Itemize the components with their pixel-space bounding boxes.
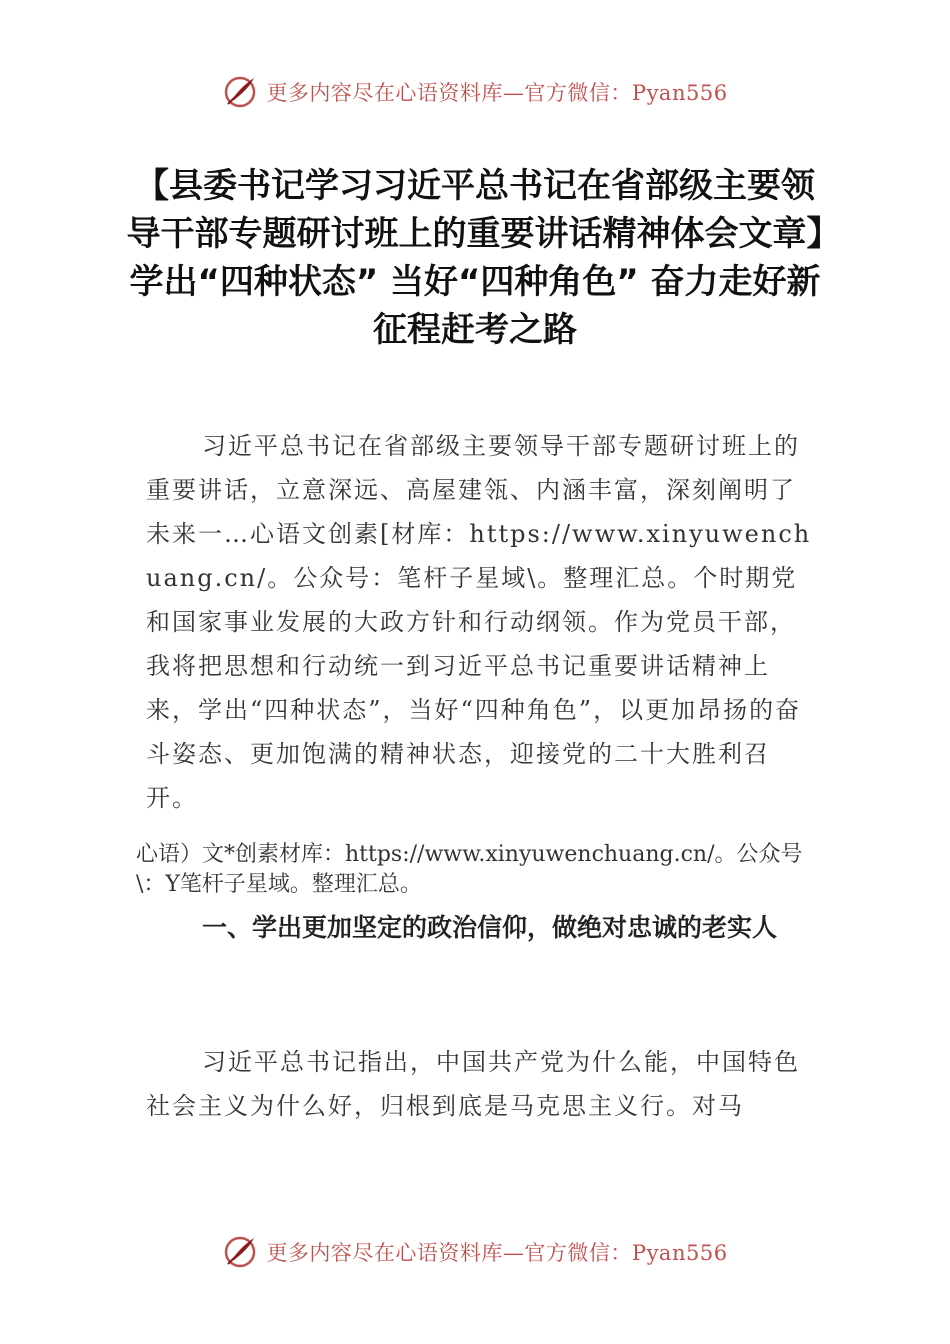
header-banner	[0, 72, 950, 112]
document-title: 【县委书记学习习近平总书记在省部级主要领导干部专题研讨班上的重要讲话精神体会文章】学出“四种状态” 当好“四种角色” 奋力走好新征程赶考之路	[126, 166, 824, 350]
feather-pen-logo-icon	[222, 1234, 258, 1270]
banner-text: 更多内容尽在心语资料库—官方微信：Pyan556	[266, 81, 728, 105]
footer-banner	[0, 1232, 950, 1272]
feather-pen-logo-icon	[222, 74, 258, 110]
intro-paragraph: 习近平总书记在省部级主要领导干部专题研讨班上的重要讲话，立意深远、高屋建瓴、内涵丰富，深刻阐明了未来一…心语文创素[材库：https://www.xinyuwenchuang.cn/。公众号：笔杆子星域\。整理汇总。个时期党和国家事业发展的大政方针和行动纲领。作为党员干部，我将把思想和行动统一到习近平总书记重要讲话精神上来，学出“四种状态”，当好“四种角色”，以更加昂扬的奋斗姿态、更加饱满的精神状态，迎接党的二十大胜利召开。	[146, 432, 812, 812]
section-heading: 一、学出更加坚定的政治信仰，做绝对忠诚的老实人	[202, 913, 778, 942]
banner-text: 更多内容尽在心语资料库—官方微信：Pyan556	[266, 1241, 728, 1265]
source-note: 心语）文*创素材库：https://www.xinyuwenchuang.cn/。公众号\：Y笔杆子星域。整理汇总。	[136, 842, 803, 897]
section-paragraph: 习近平总书记指出，中国共产党为什么能，中国特色社会主义为什么好，归根到底是马克思主义行。对马	[146, 1048, 800, 1120]
